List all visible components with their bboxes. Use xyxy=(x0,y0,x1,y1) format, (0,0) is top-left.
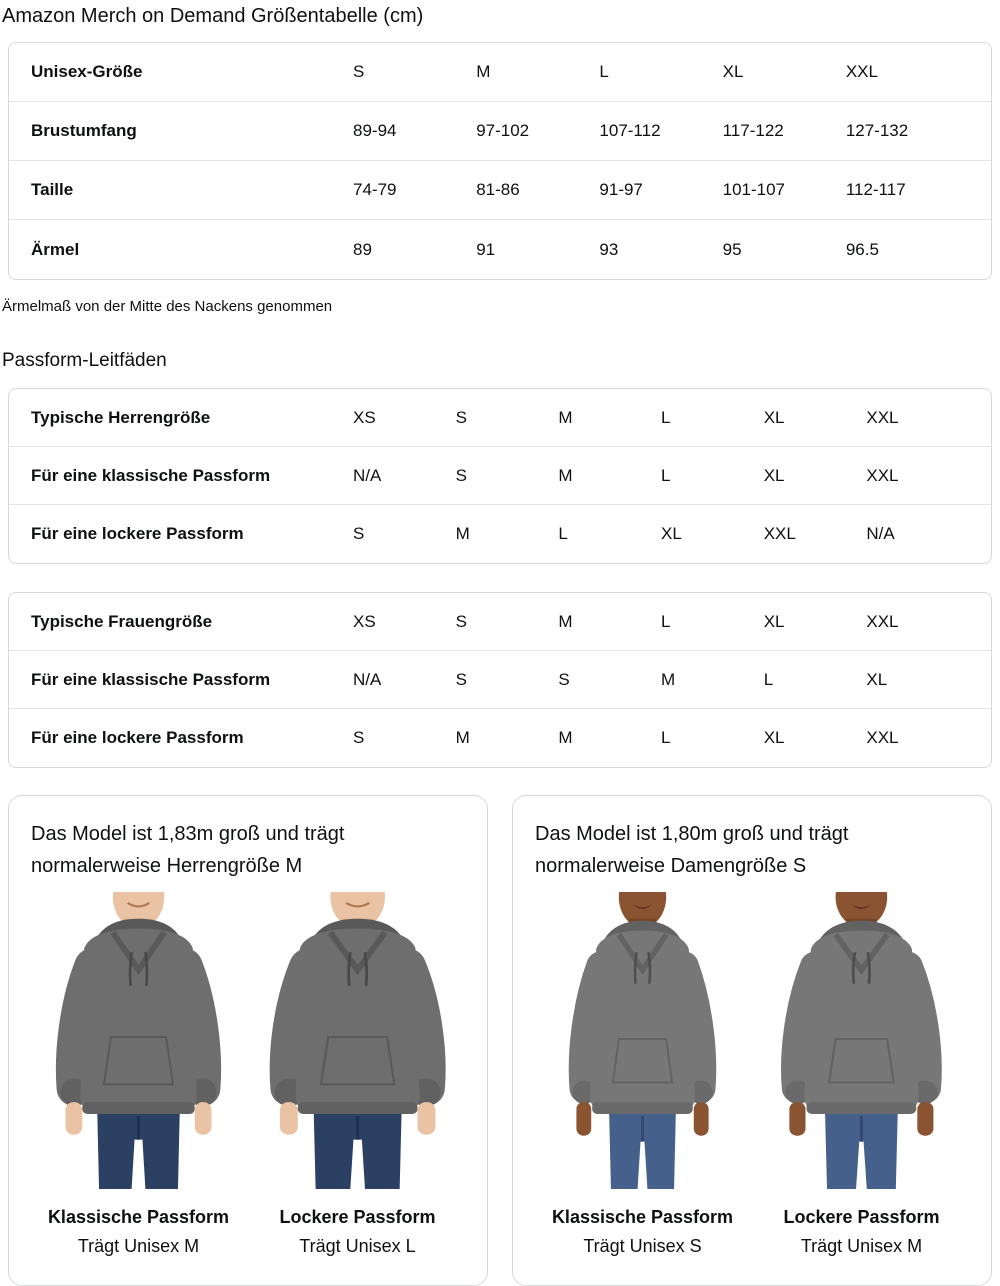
cell-value: XS xyxy=(353,611,376,631)
table-row xyxy=(9,447,991,505)
cell-value: L xyxy=(763,669,774,689)
size-label: Trägt Unisex L xyxy=(299,1236,416,1256)
cell-value: L xyxy=(558,524,568,543)
cell-value: 112-117 xyxy=(845,180,906,199)
model-figure-classic-fit xyxy=(30,892,247,1257)
cell-value: L xyxy=(661,465,671,485)
figure-caption xyxy=(30,1206,247,1257)
cell-value: 91 xyxy=(476,239,496,259)
cell-value: 95 xyxy=(722,239,742,259)
cell-value: M xyxy=(558,407,573,427)
table-row xyxy=(9,161,991,220)
cell-value: S xyxy=(455,407,468,427)
cell-value: S xyxy=(558,669,570,689)
cell-value: M xyxy=(661,669,676,689)
row-label: Für eine klassische Passform xyxy=(31,465,271,485)
row-label: Typische Frauengröße xyxy=(31,611,213,631)
size-label: Trägt Unisex S xyxy=(583,1236,702,1256)
fit-label: Klassische Passform xyxy=(551,1207,734,1227)
cell-value: 117-122 xyxy=(722,121,784,140)
cell-value: 91-97 xyxy=(599,180,643,199)
table-row xyxy=(9,102,991,161)
cell-value: XL xyxy=(763,465,785,485)
cell-value: 107-112 xyxy=(599,121,661,140)
cell-value: L xyxy=(661,728,671,747)
model-card-men xyxy=(8,795,488,1286)
size-label: Trägt Unisex M xyxy=(800,1236,923,1256)
sleeve-measure-footnote: Ärmelmaß von der Mitte des Nackens genommen xyxy=(2,298,333,315)
cell-value: S xyxy=(353,524,365,543)
table-row xyxy=(9,220,991,279)
figure-caption xyxy=(534,1206,751,1257)
figure-caption xyxy=(753,1206,970,1257)
male-model-classic-photo xyxy=(30,892,247,1190)
page-title: Amazon Merch on Demand Größentabelle (cm) xyxy=(2,5,424,27)
fit-guides-heading: Passform-Leitfäden xyxy=(2,350,167,371)
cell-value: S xyxy=(353,728,365,747)
cell-value: XL xyxy=(763,611,785,631)
cell-value: XL xyxy=(763,728,785,747)
cell-value: XXL xyxy=(866,611,899,631)
row-label: Ärmel xyxy=(31,239,80,259)
fit-label: Lockere Passform xyxy=(279,1207,436,1227)
cell-value: XXL xyxy=(866,465,899,485)
female-model-loose-photo xyxy=(753,892,970,1190)
size-label: Trägt Unisex M xyxy=(77,1236,200,1256)
model-description-women: Das Model ist 1,80m groß und trägt normalerweise Damengröße S xyxy=(535,823,849,877)
row-label: Unisex-Größe xyxy=(31,62,143,81)
cell-value: 127-132 xyxy=(845,121,909,140)
cell-value: M xyxy=(455,728,470,747)
cell-value: S xyxy=(455,611,468,631)
cell-value: XXL xyxy=(866,728,899,747)
womens-fit-guide-table xyxy=(8,592,992,768)
cell-value: XS xyxy=(353,407,376,427)
table-header-row xyxy=(9,43,991,102)
cell-value: N/A xyxy=(353,465,382,485)
cell-value: M xyxy=(455,524,470,543)
fit-label: Klassische Passform xyxy=(47,1207,230,1227)
model-figure-classic-fit xyxy=(534,892,751,1257)
cell-value: L xyxy=(661,407,671,427)
model-description-men: Das Model ist 1,83m groß und trägt normalerweise Herrengröße M xyxy=(31,823,345,877)
cell-value: XL xyxy=(661,524,682,543)
table-row xyxy=(9,505,991,563)
cell-value: XXL xyxy=(763,524,796,543)
cell-value: 74-79 xyxy=(353,180,397,199)
row-label: Für eine klassische Passform xyxy=(31,669,271,689)
female-model-classic-photo xyxy=(534,892,751,1190)
figure-caption xyxy=(249,1206,466,1257)
cell-value: XL xyxy=(763,407,785,427)
model-card-women xyxy=(512,795,992,1286)
cell-value: M xyxy=(558,728,573,747)
cell-value: XXL xyxy=(845,62,878,81)
row-label: Brustumfang xyxy=(31,121,137,140)
male-model-loose-photo xyxy=(249,892,466,1190)
fit-label: Lockere Passform xyxy=(783,1207,940,1227)
cell-value: N/A xyxy=(353,669,382,689)
row-label: Taille xyxy=(31,180,74,199)
cell-value: XL xyxy=(866,669,888,689)
model-figure-loose-fit xyxy=(753,892,970,1257)
cell-value: L xyxy=(599,62,609,81)
unisex-size-table xyxy=(8,42,992,280)
cell-value: M xyxy=(558,611,573,631)
table-row xyxy=(9,709,991,767)
cell-value: S xyxy=(353,62,365,81)
cell-value: M xyxy=(476,62,491,81)
table-header-row xyxy=(9,389,991,447)
model-figures-women xyxy=(533,892,971,1257)
cell-value: 89-94 xyxy=(353,121,397,140)
table-header-row xyxy=(9,593,991,651)
cell-value: L xyxy=(661,611,671,631)
cell-value: 97-102 xyxy=(476,121,530,140)
cell-value: 96.5 xyxy=(845,239,879,259)
cell-value: 81-86 xyxy=(476,180,520,199)
cell-value: XL xyxy=(722,62,744,81)
table-row xyxy=(9,651,991,709)
cell-value: 89 xyxy=(353,239,372,259)
row-label: Für eine lockere Passform xyxy=(31,728,244,747)
cell-value: 93 xyxy=(599,239,619,259)
cell-value: 101-107 xyxy=(722,180,785,199)
row-label: Typische Herrengröße xyxy=(31,407,211,427)
cell-value: M xyxy=(558,465,573,485)
cell-value: S xyxy=(455,465,468,485)
model-cards xyxy=(8,795,992,1286)
model-figures-men xyxy=(29,892,467,1257)
cell-value: S xyxy=(455,669,468,689)
model-figure-loose-fit xyxy=(249,892,466,1257)
mens-fit-guide-table xyxy=(8,388,992,564)
cell-value: XXL xyxy=(866,407,899,427)
cell-value: N/A xyxy=(866,524,895,543)
row-label: Für eine lockere Passform xyxy=(31,524,244,543)
